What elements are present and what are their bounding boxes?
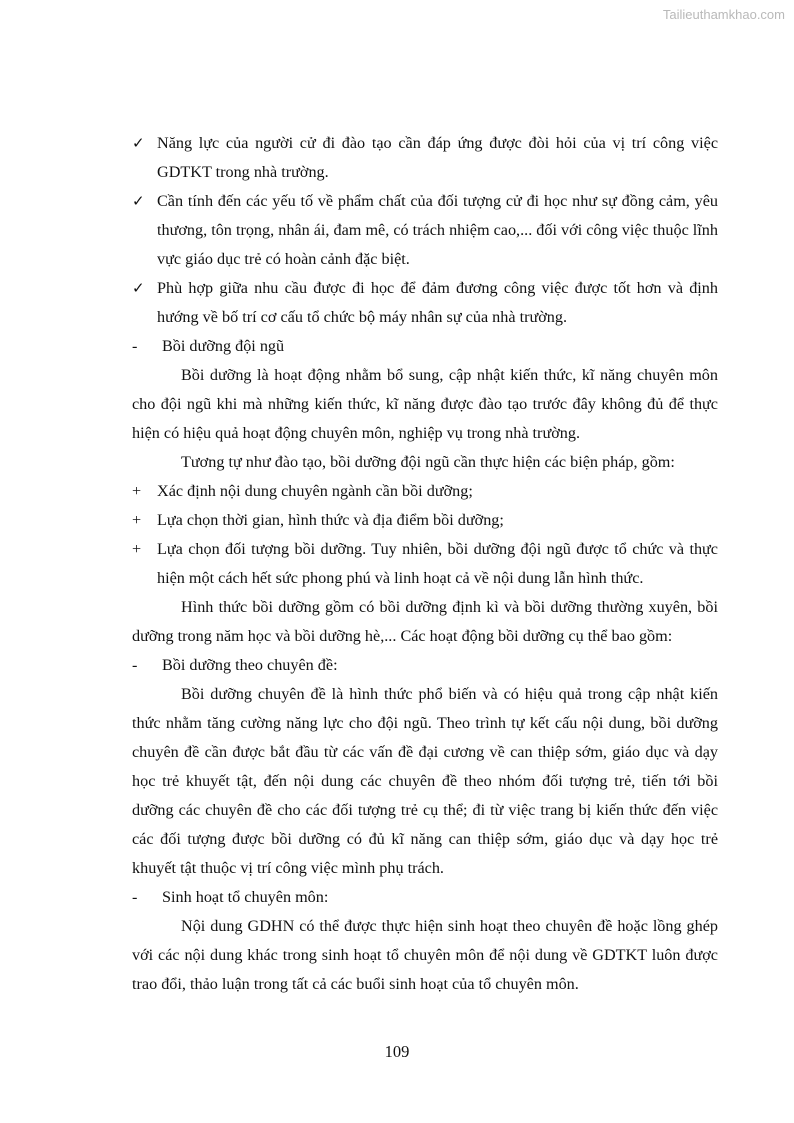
- heading-text: Bồi dưỡng theo chuyên đề:: [162, 656, 338, 674]
- checkmark-icon: ✓: [132, 279, 145, 297]
- paragraph: Nội dung GDHN có thể được thực hiện sinh hoạt theo chuyên đề hoặc lồng ghép với các nội dung khác trong sinh hoạt tổ chuyên môn để nội dung về GDTKT luôn được trao đổi, thảo luận trong tất cả các buổi sinh hoạt của tổ chuyên môn.: [132, 917, 718, 993]
- plus-bullet: +: [132, 482, 142, 500]
- check-item-text: Năng lực của người cử đi đào tạo cần đáp ứng được đòi hỏi của vị trí công việc GDTKT trong nhà trường.: [157, 134, 718, 181]
- dash-bullet: -: [132, 337, 138, 355]
- paragraph: Bồi dưỡng chuyên đề là hình thức phổ biến và có hiệu quả trong cập nhật kiến thức nhằm tăng cường năng lực cho đội ngũ. Theo trình tự kết cấu nội dung, bồi dưỡng chuyên đề cần được bắt đầu từ các vấn đề đại cương về can thiệp sớm, giáo dục và dạy học trẻ khuyết tật, đến nội dung các chuyên đề theo nhóm đối tượng trẻ, tiến tới bồi dưỡng các chuyên đề cho các đối tượng trẻ cụ thể; đi từ việc trang bị kiến thức đến việc các đối tượng được bồi dưỡng có đủ kĩ năng can thiệp sớm, giáo dục và dạy học trẻ khuyết tật thuộc vị trí công việc mình phụ trách.: [132, 685, 718, 877]
- check-list-item: [132, 274, 718, 332]
- dash-bullet: -: [132, 656, 138, 674]
- plus-item-text: Lựa chọn đối tượng bồi dưỡng. Tuy nhiên, bồi dưỡng đội ngũ được tổ chức và thực hiện một cách hết sức phong phú và linh hoạt cả về nội dung lẫn hình thức.: [157, 540, 718, 587]
- page-content: [132, 129, 718, 999]
- check-list-item: [132, 129, 718, 187]
- checkmark-icon: ✓: [132, 134, 145, 152]
- check-item-text: Cần tính đến các yếu tố về phẩm chất của đối tượng cử đi học như sự đồng cảm, yêu thương, tôn trọng, nhân ái, đam mê, có trách nhiệm cao,... đối với công việc thuộc lĩnh vực giáo dục trẻ có hoàn cảnh đặc biệt.: [157, 192, 718, 268]
- check-list-item: [132, 187, 718, 274]
- plus-bullet: +: [132, 511, 142, 529]
- plus-item-text: Xác định nội dung chuyên ngành cần bồi dưỡng;: [157, 482, 473, 500]
- page-number: 109: [384, 1042, 410, 1061]
- section-heading: [132, 883, 718, 912]
- check-item-text: Phù hợp giữa nhu cầu được đi học để đảm đương công việc được tốt hơn và định hướng về bố trí cơ cấu tổ chức bộ máy nhân sự của nhà trường.: [157, 279, 718, 326]
- heading-text: Bồi dưỡng đội ngũ: [162, 337, 285, 355]
- plus-list-item: [132, 506, 718, 535]
- heading-text: Sinh hoạt tổ chuyên môn:: [162, 888, 329, 906]
- paragraph: Hình thức bồi dưỡng gồm có bồi dưỡng định kì và bồi dưỡng thường xuyên, bồi dưỡng trong năm học và bồi dưỡng hè,... Các hoạt động bồi dưỡng cụ thể bao gồm:: [132, 598, 718, 645]
- paragraph: Bồi dưỡng là hoạt động nhằm bổ sung, cập nhật kiến thức, kĩ năng chuyên môn cho đội ngũ khi mà những kiến thức, kĩ năng được đào tạo trước đây không đủ để thực hiện có hiệu quả hoạt động chuyên môn, nghiệp vụ trong nhà trường.: [132, 366, 718, 442]
- plus-item-text: Lựa chọn thời gian, hình thức và địa điểm bồi dưỡng;: [157, 511, 504, 529]
- plus-bullet: +: [132, 540, 142, 558]
- section-heading: [132, 651, 718, 680]
- section-heading: [132, 332, 718, 361]
- dash-bullet: -: [132, 888, 138, 906]
- watermark: Tailieuthamkhao.com: [662, 7, 785, 22]
- plus-list-item: [132, 535, 718, 593]
- checkmark-icon: ✓: [132, 192, 145, 210]
- plus-list-item: [132, 477, 718, 506]
- paragraph: Tương tự như đào tạo, bồi dưỡng đội ngũ cần thực hiện các biện pháp, gồm:: [181, 453, 675, 471]
